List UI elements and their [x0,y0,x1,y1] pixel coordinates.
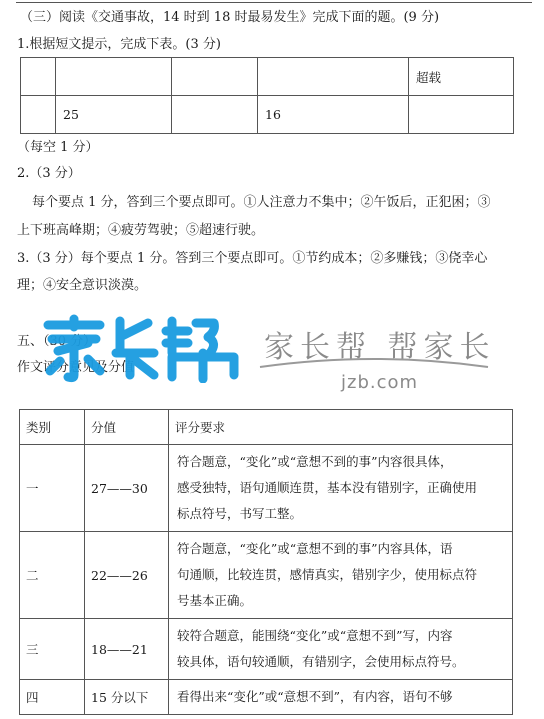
requirement-line: 较具体，语句较通顺，有错别字，会使用标点符号。 [177,654,465,669]
level-cell: 二 [20,532,85,619]
score-cell: 18——21 [85,619,169,680]
question1-note: （每空 1 分） [17,140,99,155]
table-row [21,58,514,96]
table-cell [21,96,56,134]
table-row [20,680,513,715]
question3-line2: 理；④安全意识淡漠。 [17,278,148,293]
question3-line1: 3.（3 分）每个要点 1 分。答到三个要点即可。①节约成本；②多赚钱；③侥幸心 [17,251,488,266]
level-cell: 一 [20,445,85,532]
table-cell [409,96,514,134]
score-cell: 15 分以下 [85,680,169,715]
table-row [21,96,514,134]
requirement-line: 符合题意，“变化”或“意想不到的事”内容很具体， [177,454,453,469]
requirement-cell [169,619,513,680]
question2-line1: 每个要点 1 分，答到三个要点即可。①人注意力不集中；②午饭后，正犯困；③ [32,195,491,210]
requirement-cell [169,680,513,715]
column-header: 评分要求 [169,410,513,445]
score-cell: 27——30 [85,445,169,532]
question2-label: 2.（3 分） [17,166,81,181]
question2-line2: 上下班高峰期；④疲劳驾驶；⑤超速行驶。 [17,223,265,238]
table-cell [21,58,56,96]
table-header-row [20,410,513,445]
table-cell [172,96,258,134]
table-row [20,532,513,619]
table-cell [56,58,172,96]
watermark-slogan: 家长帮 帮家长 [264,330,496,365]
level-cell: 三 [20,619,85,680]
watermark-swoosh-icon [258,355,490,369]
requirement-cell [169,445,513,532]
requirement-line: 较符合题意，能围绕“变化”或“意想不到”写，内容 [177,628,453,643]
table-cell [258,58,409,96]
top-rule [16,2,532,3]
section5-heading: 五、（30 分） [17,334,97,349]
table-cell: 25 [56,96,172,134]
requirement-line: 感受独特，语句通顺连贯，基本没有错别字，正确使用 [177,480,478,495]
question1-prompt: 1.根据短文提示，完成下表。(3 分) [17,37,221,52]
table-cell: 16 [258,96,409,134]
requirement-line: 句通顺，比较连贯，感情真实，错别字少，使用标点符 [177,567,478,582]
column-header: 类别 [20,410,85,445]
level-cell: 四 [20,680,85,715]
table-row [20,619,513,680]
requirement-line: 看得出来“变化”或“意想不到”，有内容，语句不够 [177,689,453,704]
watermark-url: jzb.com [341,372,419,393]
requirement-line: 符合题意，“变化”或“意想不到的事”内容具体，语 [177,541,453,556]
table-cell [172,58,258,96]
rubric-table [19,409,513,715]
column-header: 分值 [85,410,169,445]
answer-table [20,57,514,134]
requirement-line: 号基本正确。 [177,593,253,608]
section3-heading: （三）阅读《交通事故，14 时到 18 时最易发生》完成下面的题。(9 分) [20,10,440,25]
requirement-cell [169,532,513,619]
score-cell: 22——26 [85,532,169,619]
requirement-line: 标点符号，书写工整。 [177,506,303,521]
table-cell: 超载 [409,58,514,96]
table-row [20,445,513,532]
jzb-logo-icon [38,313,250,383]
rubric-title: 作文评分意见及分值 [17,360,135,375]
